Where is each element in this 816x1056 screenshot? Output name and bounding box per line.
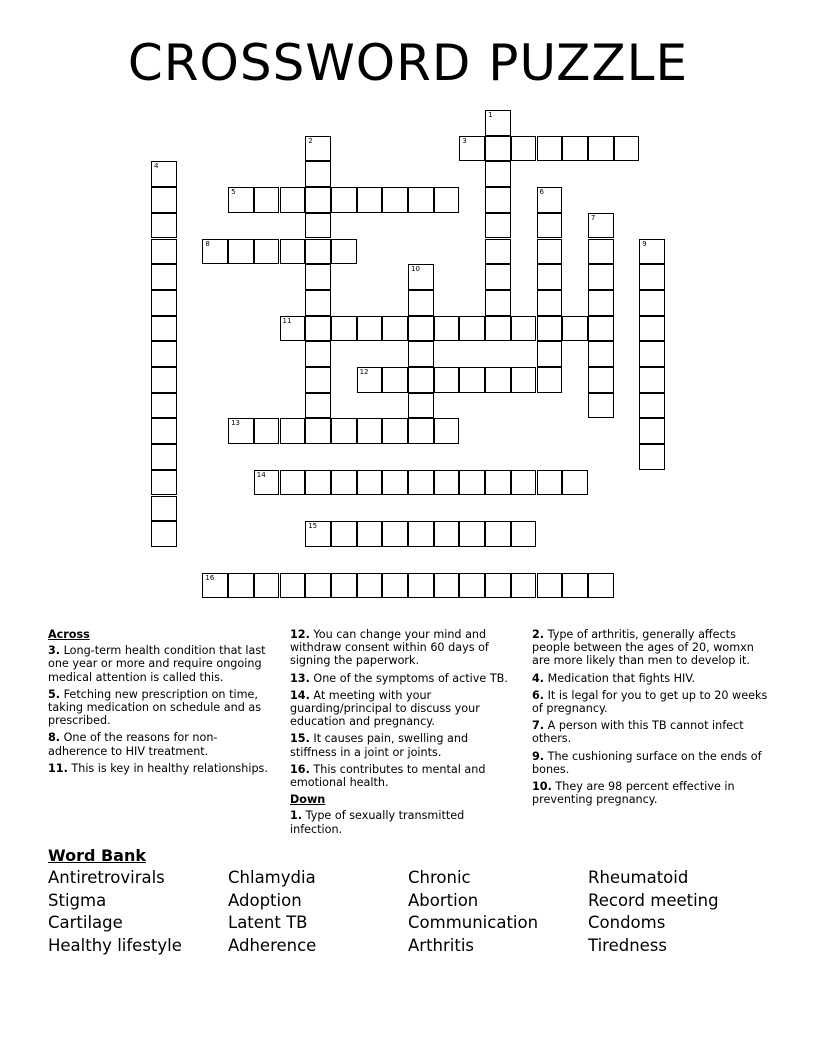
clue-text: Medication that fights HIV. (547, 671, 696, 685)
crossword-cell[interactable] (280, 573, 306, 599)
crossword-cell[interactable] (562, 573, 588, 599)
clue-number: 3. (48, 644, 61, 658)
clue-item (48, 762, 270, 775)
clue-text: They are 98 percent effective in preventing pregnancy. (532, 780, 735, 807)
crossword-cell[interactable] (459, 367, 485, 393)
crossword-cell[interactable] (639, 444, 665, 470)
crossword-cell[interactable] (588, 573, 614, 599)
word-bank-word: Tiredness (588, 935, 668, 955)
crossword-cell[interactable] (485, 213, 511, 239)
clue-number: 1. (290, 809, 303, 823)
crossword-cell[interactable] (408, 393, 434, 419)
clue-number: 16. (290, 762, 310, 776)
clue-number: 15. (290, 732, 310, 746)
clue-item (48, 644, 270, 684)
crossword-cell[interactable] (151, 213, 177, 239)
clue-item (48, 688, 270, 728)
down-header: Down (290, 793, 326, 807)
crossword-cell[interactable] (408, 470, 434, 496)
clue-item (532, 672, 768, 685)
cell-number: 14 (256, 470, 266, 479)
crossword-cell[interactable] (305, 316, 331, 342)
crossword-cell[interactable] (434, 316, 460, 342)
crossword-cell[interactable] (459, 573, 485, 599)
crossword-cell[interactable] (151, 264, 177, 290)
crossword-cell[interactable] (588, 316, 614, 342)
crossword-cell[interactable] (408, 367, 434, 393)
crossword-cell[interactable] (331, 316, 357, 342)
crossword-cell[interactable] (357, 367, 383, 393)
crossword-cell[interactable] (305, 161, 331, 187)
crossword-cell[interactable] (151, 418, 177, 444)
crossword-cell[interactable] (434, 367, 460, 393)
crossword-cell[interactable] (588, 290, 614, 316)
cell-number: 7 (590, 213, 596, 222)
crossword-cell[interactable] (305, 187, 331, 213)
crossword-cell[interactable] (151, 470, 177, 496)
cell-number: 15 (308, 522, 318, 531)
clue-text: One of the symptoms of active TB. (313, 671, 508, 685)
crossword-cell[interactable] (588, 264, 614, 290)
crossword-cell[interactable] (151, 187, 177, 213)
crossword-cell[interactable] (280, 418, 306, 444)
crossword-cell[interactable] (588, 393, 614, 419)
crossword-cell[interactable] (331, 573, 357, 599)
cell-number: 2 (308, 136, 313, 145)
word-bank-word: Communication (408, 913, 539, 933)
crossword-cell[interactable] (485, 367, 511, 393)
cell-number: 9 (642, 239, 647, 248)
crossword-cell[interactable] (537, 470, 563, 496)
crossword-cell[interactable] (485, 470, 511, 496)
crossword-cell[interactable] (408, 187, 434, 213)
clue-text: A person with this TB cannot infect others. (532, 719, 744, 746)
crossword-cell[interactable] (382, 521, 408, 547)
crossword-cell[interactable] (537, 264, 563, 290)
word-bank-word: Antiretrovirals (48, 868, 165, 887)
crossword-cell[interactable] (459, 470, 485, 496)
clue-column-1 (48, 628, 270, 779)
word-bank-word: Rheumatoid (588, 868, 689, 887)
crossword-cell[interactable] (434, 187, 460, 213)
crossword-cell[interactable] (485, 316, 511, 342)
word-bank-column-2 (228, 867, 316, 957)
word-bank-column-3 (408, 867, 538, 957)
page-title: CROSSWORD PUZZLE (127, 34, 689, 92)
crossword-cell[interactable] (639, 393, 665, 419)
clue-column-3 (532, 628, 768, 810)
clue-text: Type of arthritis, generally affects people between the ages of 20, womxn are more likely than men to develop it. (532, 628, 754, 668)
crossword-cell[interactable] (537, 341, 563, 367)
crossword-cell[interactable] (511, 316, 537, 342)
crossword-cell[interactable] (434, 521, 460, 547)
crossword-cell[interactable] (562, 470, 588, 496)
cell-number: 1 (488, 111, 493, 119)
crossword-cell[interactable] (228, 187, 254, 213)
crossword-cell[interactable] (459, 521, 485, 547)
cell-number: 16 (205, 573, 215, 582)
crossword-cell[interactable] (537, 213, 563, 239)
crossword-cell[interactable] (228, 573, 254, 599)
crossword-cell[interactable] (151, 341, 177, 367)
crossword-cell[interactable] (305, 290, 331, 316)
crossword-cell[interactable] (639, 316, 665, 342)
crossword-cell[interactable] (305, 393, 331, 419)
crossword-cell[interactable] (305, 239, 331, 265)
crossword-cell[interactable] (485, 110, 511, 136)
crossword-cell[interactable] (382, 367, 408, 393)
clue-item (532, 628, 768, 668)
cell-number: 11 (282, 316, 292, 325)
crossword-cell[interactable] (537, 367, 563, 393)
word-bank-word: Latent TB (228, 913, 308, 933)
crossword-cell[interactable] (434, 470, 460, 496)
crossword-cell[interactable] (382, 470, 408, 496)
crossword-cell[interactable] (151, 521, 177, 547)
word-bank-word: Arthritis (408, 935, 475, 955)
cell-number: 3 (462, 136, 467, 145)
crossword-cell[interactable] (305, 367, 331, 393)
crossword-cell[interactable] (280, 316, 306, 342)
clue-number: 13. (290, 671, 310, 685)
crossword-cell[interactable] (305, 213, 331, 239)
crossword-cell[interactable] (151, 239, 177, 265)
crossword-cell[interactable] (639, 239, 665, 265)
clue-text: Long-term health condition that last one year or more and require ongoing medical attention is called this. (48, 644, 266, 684)
crossword-cell[interactable] (408, 264, 434, 290)
crossword-cell[interactable] (305, 470, 331, 496)
word-bank-word: Abortion (408, 890, 479, 910)
cell-number: 13 (231, 419, 241, 428)
clue-number: 5. (48, 687, 61, 701)
clue-item (532, 719, 768, 745)
crossword-cell[interactable] (228, 418, 254, 444)
crossword-cell[interactable] (357, 470, 383, 496)
word-bank-title: Word Bank (48, 846, 147, 865)
crossword-cell[interactable] (408, 573, 434, 599)
crossword-cell[interactable] (151, 496, 177, 522)
crossword-cell[interactable] (511, 573, 537, 599)
crossword-cell[interactable] (305, 341, 331, 367)
word-bank-word: Adherence (228, 935, 317, 955)
crossword-cell[interactable] (280, 470, 306, 496)
clue-item (290, 809, 518, 835)
cell-number: 4 (154, 162, 159, 171)
crossword-cell[interactable] (485, 521, 511, 547)
crossword-cell[interactable] (511, 521, 537, 547)
crossword-cell[interactable] (408, 341, 434, 367)
word-bank-word: Chronic (408, 868, 471, 887)
crossword-cell[interactable] (434, 418, 460, 444)
crossword-cell[interactable] (382, 418, 408, 444)
crossword-cell[interactable] (254, 470, 280, 496)
crossword-cell[interactable] (305, 264, 331, 290)
clue-text: This is key in healthy relationships. (71, 761, 268, 775)
word-bank-word: Adoption (228, 890, 302, 910)
crossword-cell[interactable] (537, 239, 563, 265)
word-bank-column-1 (48, 867, 182, 957)
clue-item (532, 780, 768, 806)
clue-text: The cushioning surface on the ends of bones. (532, 749, 762, 776)
crossword-cell[interactable] (485, 264, 511, 290)
cell-number: 6 (539, 188, 544, 197)
clue-number: 14. (290, 688, 310, 702)
crossword-cell[interactable] (382, 187, 408, 213)
crossword-cell[interactable] (305, 573, 331, 599)
word-bank-word: Record meeting (588, 890, 719, 910)
crossword-cell[interactable] (485, 161, 511, 187)
crossword-cell[interactable] (151, 444, 177, 470)
crossword-cell[interactable] (537, 187, 563, 213)
crossword-cell[interactable] (408, 521, 434, 547)
crossword-cell[interactable] (639, 264, 665, 290)
crossword-cell[interactable] (485, 239, 511, 265)
crossword-cell[interactable] (511, 136, 537, 162)
crossword-cell[interactable] (280, 239, 306, 265)
word-bank-word: Cartilage (48, 913, 123, 933)
clue-item (290, 672, 518, 685)
clue-number: 10. (532, 780, 552, 794)
word-bank-column-4 (588, 867, 719, 957)
clue-item (290, 732, 518, 758)
crossword-cell[interactable] (357, 418, 383, 444)
crossword-cell[interactable] (639, 418, 665, 444)
clue-number: 2. (532, 628, 545, 641)
crossword-cell[interactable] (639, 367, 665, 393)
crossword-cell[interactable] (511, 470, 537, 496)
crossword-cell[interactable] (202, 239, 228, 265)
clue-text: You can change your mind and withdraw consent within 60 days of signing the paperwork. (290, 628, 489, 668)
clue-number: 4. (532, 671, 545, 685)
crossword-cell[interactable] (614, 136, 640, 162)
crossword-cell[interactable] (331, 418, 357, 444)
crossword-cell[interactable] (537, 316, 563, 342)
clue-number: 12. (290, 628, 310, 641)
crossword-cell[interactable] (382, 573, 408, 599)
clue-text: This contributes to mental and emotional health. (290, 762, 486, 790)
crossword-cell[interactable] (511, 367, 537, 393)
cell-number: 12 (359, 368, 369, 376)
crossword-cell[interactable] (588, 367, 614, 393)
clue-item (290, 689, 518, 729)
clue-number: 6. (532, 688, 545, 702)
crossword-cell[interactable] (588, 213, 614, 239)
crossword-cell[interactable] (485, 573, 511, 599)
crossword-cell[interactable] (408, 290, 434, 316)
crossword-cell[interactable] (485, 187, 511, 213)
crossword-cell[interactable] (562, 316, 588, 342)
word-bank-word: Healthy lifestyle (48, 935, 182, 955)
cell-number: 8 (205, 239, 210, 248)
crossword-cell[interactable] (305, 136, 331, 162)
clue-number: 7. (532, 719, 545, 733)
crossword-cell[interactable] (151, 393, 177, 419)
crossword-cell[interactable] (434, 573, 460, 599)
crossword-cell[interactable] (254, 187, 280, 213)
crossword-cell[interactable] (331, 521, 357, 547)
clue-column-2 (290, 628, 518, 840)
clue-text: It is legal for you to get up to 20 weeks of pregnancy. (532, 688, 768, 716)
crossword-cell[interactable] (357, 187, 383, 213)
clue-text: It causes pain, swelling and stiffness in a joint or joints. (290, 732, 469, 759)
word-bank-word: Stigma (48, 890, 107, 910)
crossword-cell[interactable] (459, 316, 485, 342)
crossword-cell[interactable] (408, 418, 434, 444)
crossword-cell[interactable] (254, 573, 280, 599)
clue-item (48, 731, 270, 757)
cell-number: 5 (231, 188, 236, 197)
crossword-cell[interactable] (305, 418, 331, 444)
crossword-cell[interactable] (305, 521, 331, 547)
crossword-cell[interactable] (357, 521, 383, 547)
crossword-cell[interactable] (202, 573, 228, 599)
crossword-cell[interactable] (254, 239, 280, 265)
crossword-cell[interactable] (408, 316, 434, 342)
clue-number: 9. (532, 749, 545, 763)
clue-item (532, 689, 768, 715)
clue-text: At meeting with your guarding/principal to discuss your education and pregnancy. (290, 688, 480, 729)
crossword-cell[interactable] (639, 290, 665, 316)
clue-item (290, 628, 518, 668)
crossword-cell[interactable] (228, 239, 254, 265)
crossword-cell[interactable] (331, 187, 357, 213)
crossword-cell[interactable] (485, 136, 511, 162)
crossword-cell[interactable] (382, 316, 408, 342)
crossword-cell[interactable] (537, 290, 563, 316)
crossword-cell[interactable] (331, 470, 357, 496)
crossword-cell[interactable] (588, 239, 614, 265)
crossword-cell[interactable] (357, 573, 383, 599)
clue-item (290, 763, 518, 789)
crossword-cell[interactable] (151, 316, 177, 342)
crossword-cell[interactable] (588, 136, 614, 162)
crossword-cell[interactable] (151, 290, 177, 316)
crossword-cell[interactable] (459, 136, 485, 162)
cell-number: 10 (411, 265, 420, 274)
crossword-cell[interactable] (357, 316, 383, 342)
clue-text: Fetching new prescription on time, taking medication on schedule and as prescribed. (48, 687, 262, 728)
crossword-cell[interactable] (537, 573, 563, 599)
across-header: Across (48, 628, 90, 641)
crossword-cell[interactable] (639, 341, 665, 367)
clue-text: Type of sexually transmitted infection. (290, 809, 465, 836)
crossword-cell[interactable] (562, 136, 588, 162)
word-bank-word: Chlamydia (228, 868, 316, 887)
crossword-cell[interactable] (485, 290, 511, 316)
clue-item (532, 750, 768, 776)
crossword-cell[interactable] (537, 136, 563, 162)
crossword-cell[interactable] (151, 367, 177, 393)
clue-number: 8. (48, 731, 61, 745)
crossword-cell[interactable] (151, 161, 177, 187)
clue-number: 11. (48, 761, 68, 775)
crossword-cell[interactable] (331, 239, 357, 265)
crossword-cell[interactable] (588, 341, 614, 367)
word-bank-word: Condoms (588, 913, 666, 933)
crossword-cell[interactable] (280, 187, 306, 213)
clue-text: One of the reasons for non-adherence to HIV treatment. (48, 731, 218, 758)
crossword-cell[interactable] (254, 418, 280, 444)
